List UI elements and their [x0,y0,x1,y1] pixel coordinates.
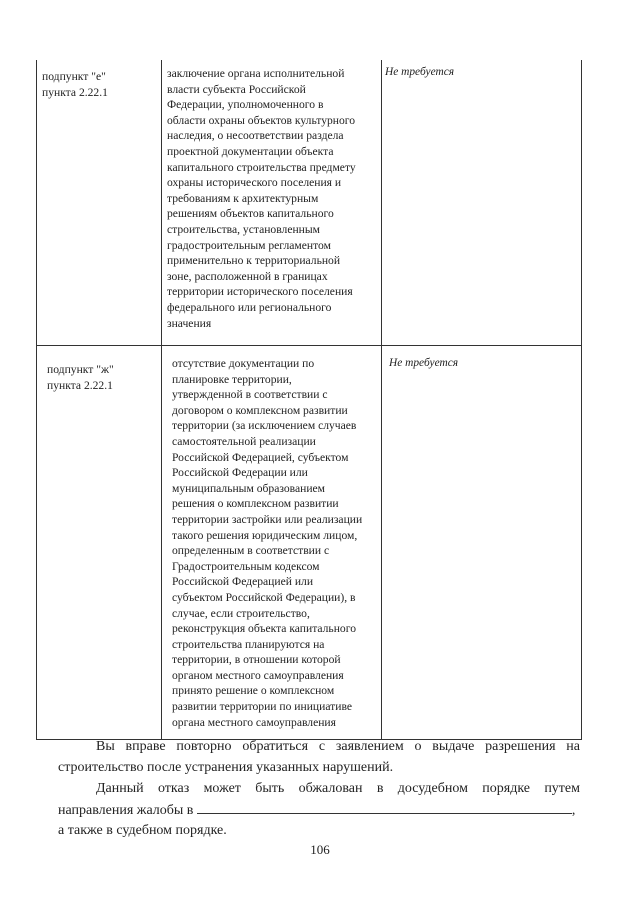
table-border-right [581,60,582,740]
appeal-notice-line-2 [58,799,575,821]
appeal-notice-line-1: Данный отказ может быть обжалован в досудебном порядке путем [96,781,580,796]
table-divider-1 [161,60,162,740]
table-row-2-description: отсутствие документации по планировке территории, утвержденной в соответствии с договором о комплексном развитии территории (за исключением случаев самостоятельной реализации Российской Федерацией, субъектом Российской Федерации или муниципальным образованием решения о комплексном развитии территории застройки или реализации такого решения юридическим лицом, определенным в соответствии с Градостроительным кодексом Российской Федерацией или субъектом Российской Федерации), в случае, если строительство, реконструкция объекта капитального строительства планируются на территории, в отношении которой органом местного самоуправления принято решение о комплексном развитии территории по инициативе органа местного самоуправления [172,357,363,729]
table-row-1-label: подпункт "е" пункта 2.22.1 [42,70,108,99]
appeal-authority-blank [197,799,572,814]
table-row-1-result: Не требуется [385,66,455,78]
table-row-divider [36,345,582,346]
table-divider-2 [381,60,382,740]
appeal-notice-line-2-text: направления жалобы в [58,803,194,818]
table-row-2-result: Не требуется [389,357,459,369]
table-border-left [36,60,37,740]
retry-notice-line-2: строительство после устранения указанных нарушений. [58,760,394,775]
page-number: 106 [310,842,330,857]
table-row-2-label: подпункт "ж" пункта 2.22.1 [47,363,114,392]
appeal-notice-line-3: а также в судебном порядке. [58,823,227,838]
retry-notice-line-1: Вы вправе повторно обратиться с заявлением о выдаче разрешения на [96,739,580,754]
appeal-notice-comma: , [571,803,576,818]
requirements-table [36,60,582,740]
table-row-1-description: заключение органа исполнительной власти субъекта Российской Федерации, уполномоченного в области охраны объектов культурного наследия, о несоответствии раздела проектной документации объекта капитального строительства предмету охраны исторического поселения и требованиям к архитектурным решениям объектов капитального строительства, установленным градостроительным регламентом применительно к территориальной зоне, расположенной в границах территории исторического поселения федерального или регионального значения [167,67,356,330]
